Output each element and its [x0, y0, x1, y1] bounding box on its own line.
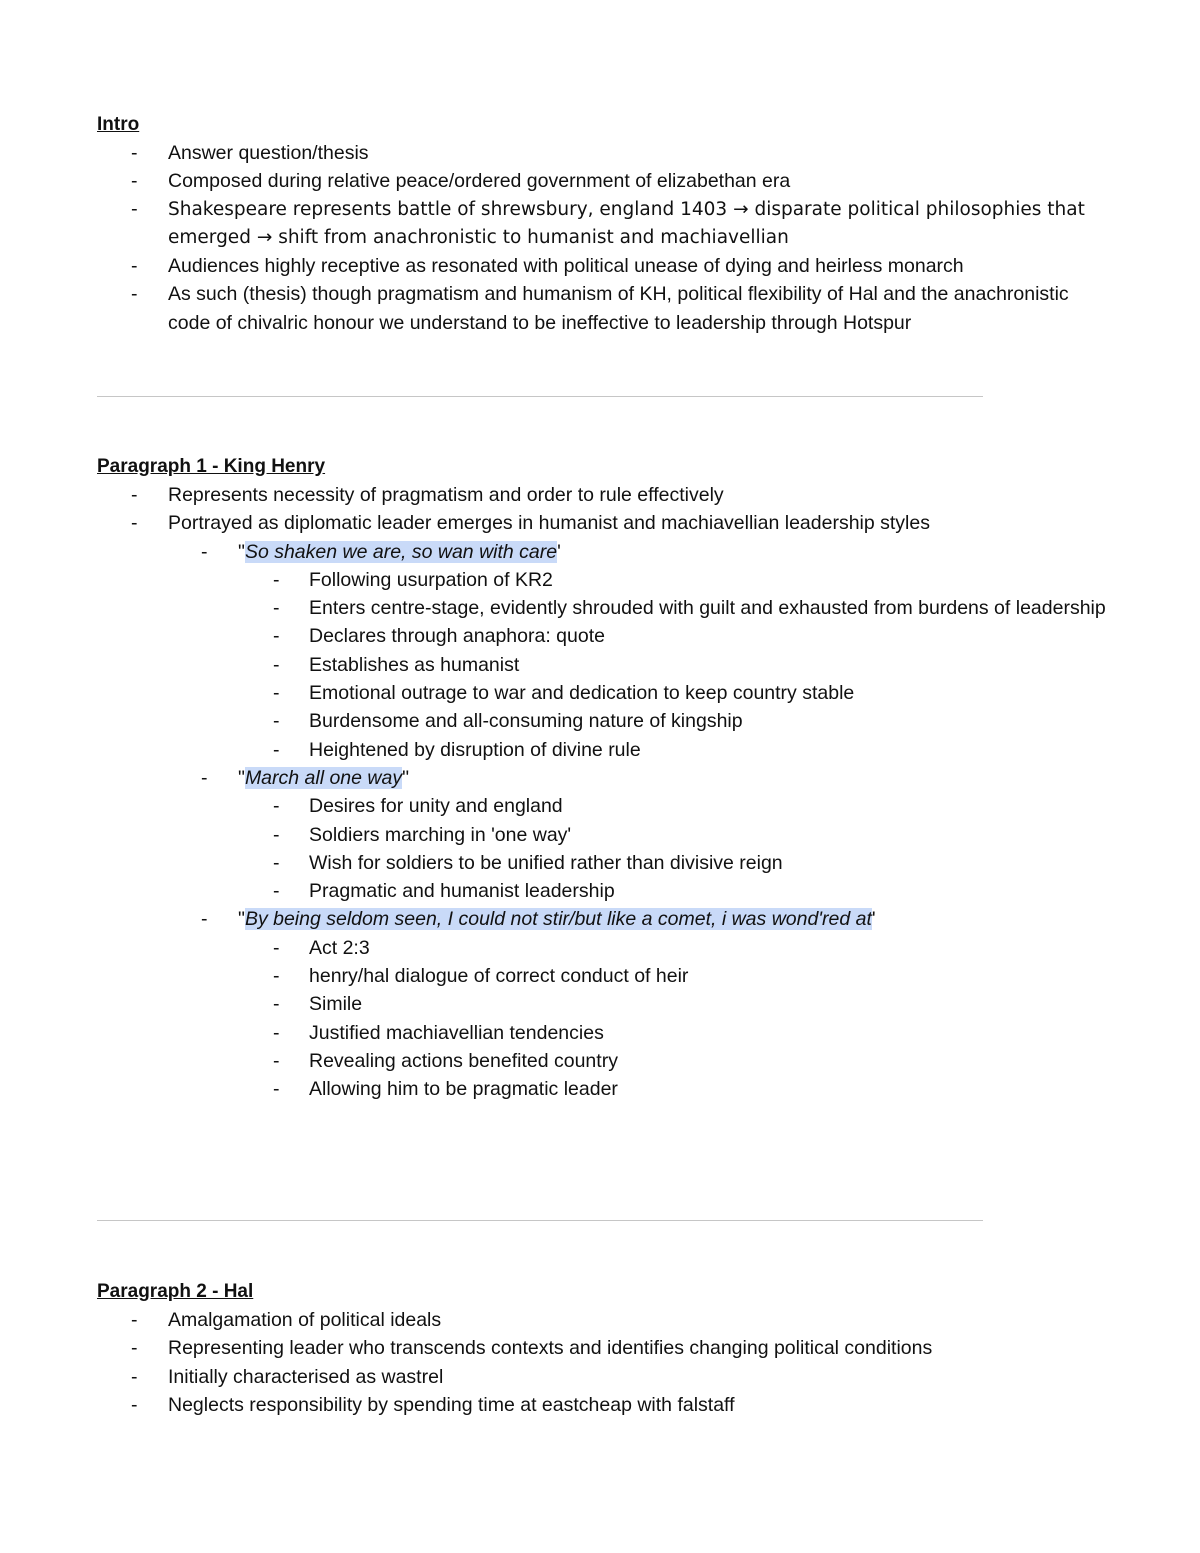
quote-note: - Emotional outrage to war and dedication to keep country stable	[97, 679, 1107, 707]
intro-item: - Composed during relative peace/ordered government of elizabethan era	[97, 167, 1107, 195]
quote-note: - Declares through anaphora: quote	[97, 622, 1107, 650]
highlighted-quote: So shaken we are, so wan with care	[244, 540, 558, 563]
paragraph2-item: - Initially characterised as wastrel	[97, 1363, 1107, 1391]
intro-item: - Answer question/thesis	[97, 139, 1107, 167]
paragraph1-list	[97, 481, 1107, 1104]
intro-item: - Shakespeare represents battle of shrewsbury, england 1403 → disparate political philosophies that emerged → shift from anachronistic to humanist and machiavellian	[97, 196, 1107, 253]
intro-section	[97, 111, 1107, 337]
quote-note: - Heightened by disruption of divine rule	[97, 736, 1107, 764]
quote-note: - Enters centre-stage, evidently shrouded with guilt and exhausted from burdens of leadership	[97, 594, 1107, 622]
intro-list	[97, 139, 1107, 337]
highlighted-quote: March all one way	[244, 766, 403, 789]
quote-item	[97, 905, 1107, 933]
quote-note: - Following usurpation of KR2	[97, 566, 1107, 594]
quote-note: - Revealing actions benefited country	[97, 1047, 1107, 1075]
paragraph1-item: - Represents necessity of pragmatism and order to rule effectively	[97, 481, 1107, 509]
section-divider	[97, 396, 983, 397]
quote-note: - Simile	[97, 990, 1107, 1018]
paragraph1-item: - Portrayed as diplomatic leader emerges in humanist and machiavellian leadership styles	[97, 509, 1107, 537]
quote-close-mark: "	[402, 766, 410, 789]
paragraph2-list	[97, 1306, 1107, 1419]
quote-note: - henry/hal dialogue of correct conduct of heir	[97, 962, 1107, 990]
quote-note: - Pragmatic and humanist leadership	[97, 877, 1107, 905]
paragraph2-heading: Paragraph 2 - Hal	[97, 1281, 254, 1302]
quote-open-mark: "	[238, 766, 245, 789]
quote-note: - Wish for soldiers to be unified rather than divisive reign	[97, 849, 1107, 877]
quote-note: - Burdensome and all-consuming nature of kingship	[97, 707, 1107, 735]
highlighted-quote: By being seldom seen, I could not stir/but like a comet, i was wond'red at	[244, 908, 872, 931]
quote-note: - Justified machiavellian tendencies	[97, 1019, 1107, 1047]
quote-close-mark: '	[871, 908, 876, 931]
paragraph2-item: - Amalgamation of political ideals	[97, 1306, 1107, 1334]
paragraph2-item: - Neglects responsibility by spending time at eastcheap with falstaff	[97, 1391, 1107, 1419]
quote-item	[97, 764, 1107, 792]
quote-note: - Establishes as humanist	[97, 651, 1107, 679]
paragraph1-section	[97, 453, 1107, 1104]
quote-open-mark: "	[238, 540, 245, 563]
intro-item: - Audiences highly receptive as resonated with political unease of dying and heirless monarch	[97, 252, 1107, 280]
quote-note: - Act 2:3	[97, 934, 1107, 962]
paragraph2-section	[97, 1278, 1107, 1419]
quote-open-mark: "	[238, 908, 245, 931]
intro-item: - As such (thesis) though pragmatism and humanism of KH, political flexibility of Hal and the anachronistic code of chivalric honour we understand to be ineffective to leadership through Hotspur	[97, 280, 1107, 337]
intro-heading: Intro	[97, 114, 140, 135]
paragraph2-item: - Representing leader who transcends contexts and identifies changing political conditions	[97, 1334, 1107, 1362]
paragraph1-heading: Paragraph 1 - King Henry	[97, 456, 326, 477]
quote-close-mark: '	[557, 540, 561, 563]
section-divider	[97, 1220, 983, 1221]
quote-item	[97, 538, 1107, 566]
quote-note: - Soldiers marching in 'one way'	[97, 821, 1107, 849]
quote-note: - Allowing him to be pragmatic leader	[97, 1075, 1107, 1103]
quote-note: - Desires for unity and england	[97, 792, 1107, 820]
